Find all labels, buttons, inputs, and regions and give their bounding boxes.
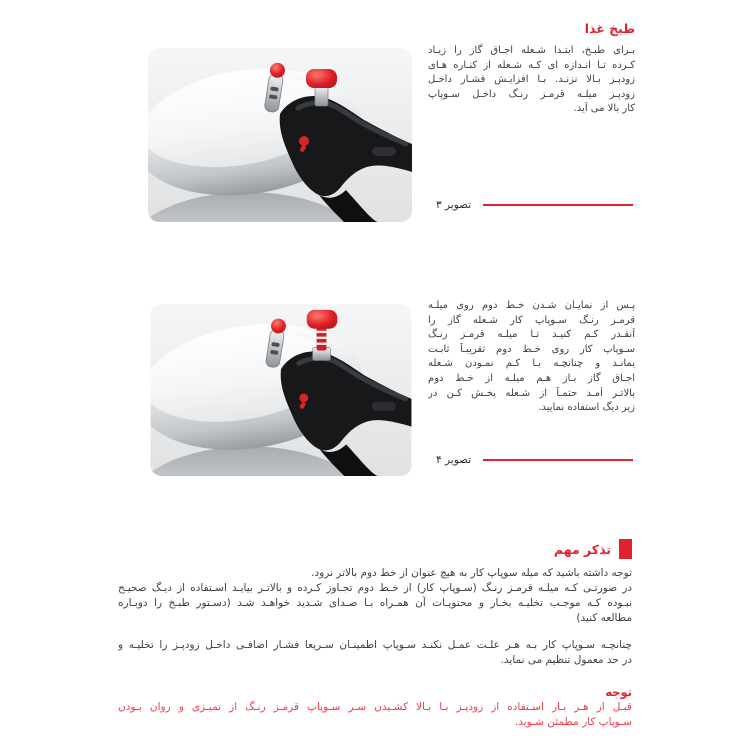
important-notice-header — [554, 539, 632, 559]
attention-paragraph — [118, 700, 632, 730]
text-line: قبـل از هـر بـار اسـتفاده از زودپـز بـا بـالا کشـیدن سـر سـوپاپ قرمـز رنـگ از تمیـزی و روان بـودن — [118, 701, 632, 713]
figure-4-caption — [436, 452, 633, 468]
notice-paragraph-1: توجه داشته باشید که میله سوپاپ کار به هیچ عنوان از خط دوم بالاتر نرود. — [311, 567, 632, 579]
important-notice-title: تذکر مهم — [553, 541, 611, 557]
text-line: نبـوده کـه موجـب تخلیـه بخـار و محتویـات آن همـراه بـا صـدای شـدید خواهـد شـد (دسـتور طبـخ را دوبـاره — [118, 597, 632, 610]
text-line: در حد معمول تنظیم می نماید. — [500, 654, 632, 667]
figure-3-caption — [436, 197, 633, 213]
text-line: آنقـدر کـم کنیـد تـا میلـه قرمـز رنـگ — [428, 329, 635, 341]
text-line: بـرای طبـخ، ابتـدا شـعله اجـاق گاز را زیـاد — [428, 45, 635, 56]
figure-3-photo-pressure-cooker — [148, 48, 412, 222]
text-line: در صورتـی کـه میلـه قرمـز رنـگ (سـوپاپ کار) از خـط دوم تجـاوز کـرده و بالاتـر بیایـد اسـتفاده از دیـگ صحیـح — [118, 582, 632, 594]
figure-3-caption-label: تصویر ۳ — [436, 199, 472, 211]
text-line: اجـاق گاز بـاز هـم میلـه از خـط دوم — [428, 372, 635, 384]
section-heading-cooking: طبخ غذا — [584, 21, 635, 36]
attention-heading: توجه — [605, 685, 632, 699]
cooking-paragraph-1 — [428, 44, 635, 117]
notice-paragraph-3 — [118, 638, 632, 668]
red-square-marker-icon — [619, 539, 632, 559]
text-line: بمانـد و چنانچـه بـا کـم نمـودن شـعله — [428, 358, 635, 370]
text-line: زودپـز بـالا نزنـد. بـا افزایـش فشـار داخـل — [428, 74, 635, 86]
text-line: پـس از نمایـان شـدن خـط دوم روی میلـه — [428, 300, 635, 311]
caption-rule-line — [483, 204, 633, 206]
text-line: سـوپاپ کار روی خـط دوم تقریبـاً ثابـت — [428, 343, 635, 355]
pressure-cooker-illustration — [150, 304, 412, 476]
text-line: بالاتـر آمـد حتمـاً از شـعله پخـش کـن در — [428, 387, 635, 399]
text-line: کـرده تـا انـدازه ای کـه شـعله از کنـاره هـای — [428, 59, 635, 71]
cooking-paragraph-2 — [428, 299, 635, 416]
text-line: چنانچـه سـوپاپ کار بـه هـر علـت عمـل نکنـد سـوپاپ اطمینـان سـریعا فشـار اضافـی داخـل زودپـز را تخلیـه و — [118, 639, 632, 651]
text-line: زودپـز میلـه قرمـز رنـگ داخـل سـوپاپ — [428, 88, 635, 100]
pressure-cooker-illustration — [148, 48, 412, 222]
text-line: کار بالا می آید. — [573, 103, 635, 115]
text-line: مطالعه کنید) — [576, 612, 632, 625]
figure-4-caption-label: تصویر ۴ — [436, 454, 472, 466]
caption-rule-line — [483, 459, 633, 461]
notice-paragraph-2 — [118, 581, 632, 627]
text-line: سـوپاپ کار مطمئن شـوید. — [514, 716, 632, 729]
text-line: قرمـز رنـگ سـوپاپ کار شـعله گاز را — [428, 314, 635, 326]
text-line: زیر دیگ استفاده نمایید. — [538, 402, 635, 414]
figure-4-photo-pressure-cooker — [150, 304, 412, 476]
